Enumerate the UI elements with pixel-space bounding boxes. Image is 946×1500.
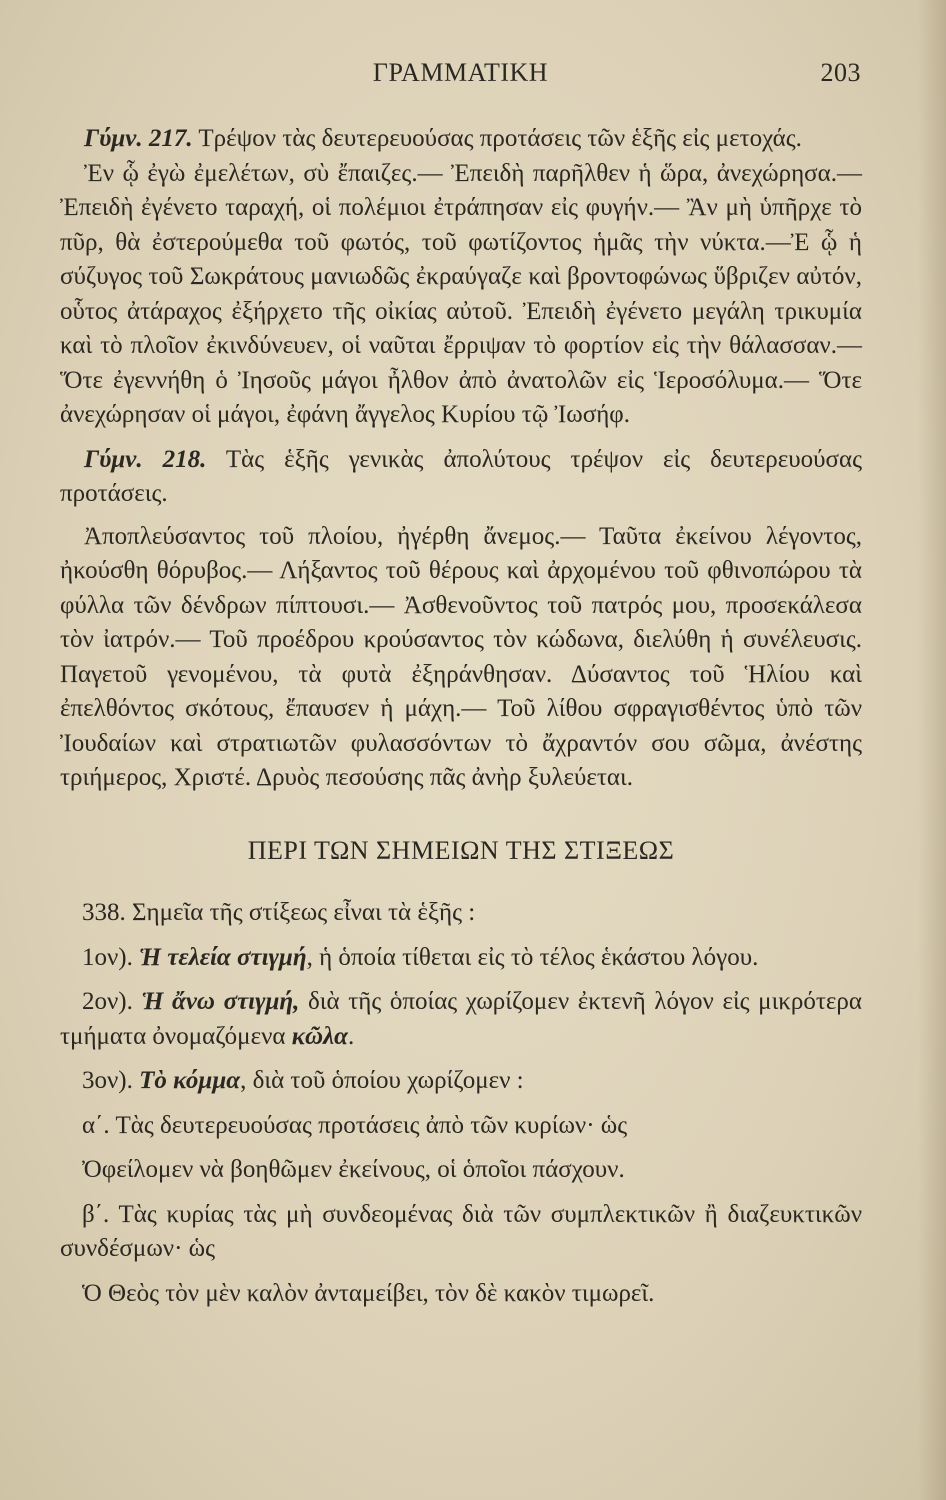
exercise-217-label: Γύμν. 217.	[84, 125, 193, 152]
exercise-218-instruction: Τὰς ἑξῆς γενικὰς ἀπολύτους τρέψον εἰς δευτερευούσας προτάσεις.	[60, 445, 862, 507]
exercise-218-text: Ἀποπλεύσαντος τοῦ πλοίου, ἠγέρθη ἄνεμος.— Ταῦτα ἐκείνου λέγοντος, ἠκούσθη θόρυβος.— Λήξαντος τοῦ θέρους καὶ ἀρχομένου τοῦ φθινοπώρου τὰ φύλλα τῶν δένδρων πίπτουσι.— Ἀσθενοῦντος τοῦ πατρός μου, προσεκάλεσα τὸν ἰατρόν.— Τοῦ προέδρου κρούσαντος τὸν κώδωνα, διελύθη ἡ συνέλευσις. Παγετοῦ γενομένου, τὰ φυτὰ ἐξηράνθησαν. Δύσαντος τοῦ Ἡλίου καὶ ἐπελθόντος σκότους, ἔπαυσεν ἡ μάχη.— Τοῦ λίθου σφραγισθέντος ὑπὸ τῶν Ἰουδαίων καὶ στρατιωτῶν φυλασσόντων τὸ ἄχραντόν σου σῶμα, ἀνέστης τριήμερος, Χριστέ. Δρυὸς πεσούσης πᾶς ἀνὴρ ξυλεύεται.	[60, 522, 862, 791]
exercise-218-heading	[60, 443, 862, 512]
item-2-term-kola: κῶλα	[291, 1022, 348, 1050]
page-header	[60, 58, 861, 92]
running-title: ΓΡΑΜΜΑΤΙΚΗ	[372, 58, 549, 87]
page-number: 203	[820, 58, 861, 87]
punctuation-item-3	[60, 1064, 862, 1099]
sub-item-a-example: Ὀφείλομεν νὰ βοηθῶμεν ἐκείνους, οἱ ὁποῖοι πάσχουν.	[82, 1156, 625, 1183]
item-2-number: 2ον).	[82, 988, 142, 1015]
item-3-number: 3ον).	[82, 1067, 140, 1094]
sub-item-a: α΄. Τὰς δευτερευούσας προτάσεις ἀπὸ τῶν κυρίων· ὡς	[82, 1111, 628, 1139]
sub-item-b: β΄. Τὰς κυρίας τὰς μὴ συνδεομένας διὰ τῶν συμπλεκτικῶν ἢ διαζευκτικῶν συνδέσμων· ὡς	[60, 1200, 862, 1262]
item-2-term: Ἡ ἄνω στιγμή,	[141, 988, 300, 1015]
exercise-217-instruction: Τρέψον τὰς δευτερευούσας προτάσεις τῶν ἑξῆς εἰς μετοχάς.	[192, 125, 802, 152]
section-title: ΠΕΡΙ ΤΩΝ ΣΗΜΕΙΩΝ ΤΗΣ ΣΤΙΞΕΩΣ	[247, 835, 675, 865]
item-3-text: , διὰ τοῦ ὁποίου χωρίζομεν :	[240, 1067, 524, 1094]
sub-item-b-example: Ὁ Θεὸς τὸν μὲν καλὸν ἀνταμείβει, τὸν δὲ κακὸν τιμωρεῖ.	[82, 1279, 655, 1307]
item-2-text: διὰ τῆς ὁποίας χωρίζομεν ἐκτενῆ λόγον εἰς μικρότερα τμήματα ὀνομαζόμενα	[60, 988, 862, 1050]
exercise-217-heading	[60, 122, 862, 157]
page-edge-shadow	[918, 0, 946, 1500]
punctuation-item-2	[60, 985, 862, 1054]
page-body	[60, 122, 862, 1311]
item-1-term: Ἡ τελεία στιγμή	[139, 943, 307, 971]
exercise-218-label: Γύμν. 218.	[84, 445, 207, 473]
exercise-217-text: Ἐν ᾧ ἐγὼ ἐμελέτων, σὺ ἔπαιζες.— Ἐπειδὴ παρῆλθεν ἡ ὥρα, ἀνεχώρησα.— Ἐπειδὴ ἐγένετο ταραχή, οἱ πολέμιοι ἐτράπησαν εἰς φυγήν.— Ἂν μὴ ὑπῆρχε τὸ πῦρ, θὰ ἐστερούμεθα τοῦ φωτός, τοῦ φωτίζοντος ἡμᾶς τὴν νύκτα.—Ἐ ᾧ ἡ σύζυγος τοῦ Σωκράτους μανιωδῶς ἐκραύγαζε καὶ βροντοφώνως ὕβριζεν αὐτόν, οὗτος ἀτάραχος ἐξήρχετο τῆς οἰκίας αὐτοῦ. Ἐπειδὴ ἐγένετο μεγάλη τρικυμία καὶ τὸ πλοῖον ἐκινδύνευεν, οἱ ναῦται ἔρριψαν τὸ φορτίον εἰς τὴν θάλασσαν.— Ὅτε ἐγεννήθη ὁ Ἰησοῦς μάγοι ἦλθον ἀπὸ ἀνατολῶν εἰς Ἱεροσόλυμα.— Ὅτε ἀνεχώρησαν οἱ μάγοι, ἐφάνη ἄγγελος Κυρίου τῷ Ἰωσήφ.	[60, 159, 862, 428]
item-3-term: Τὸ κόμμα	[139, 1067, 241, 1094]
item-1-number: 1ον).	[82, 943, 140, 971]
punctuation-item-1	[60, 941, 862, 976]
item-2-end: .	[347, 1022, 355, 1050]
paragraph-338: 338. Σημεῖα τῆς στίξεως εἶναι τὰ ἑξῆς :	[82, 899, 476, 926]
item-1-text: , ἡ ὁποία τίθεται εἰς τὸ τέλος ἑκάστου λόγου.	[306, 943, 759, 971]
